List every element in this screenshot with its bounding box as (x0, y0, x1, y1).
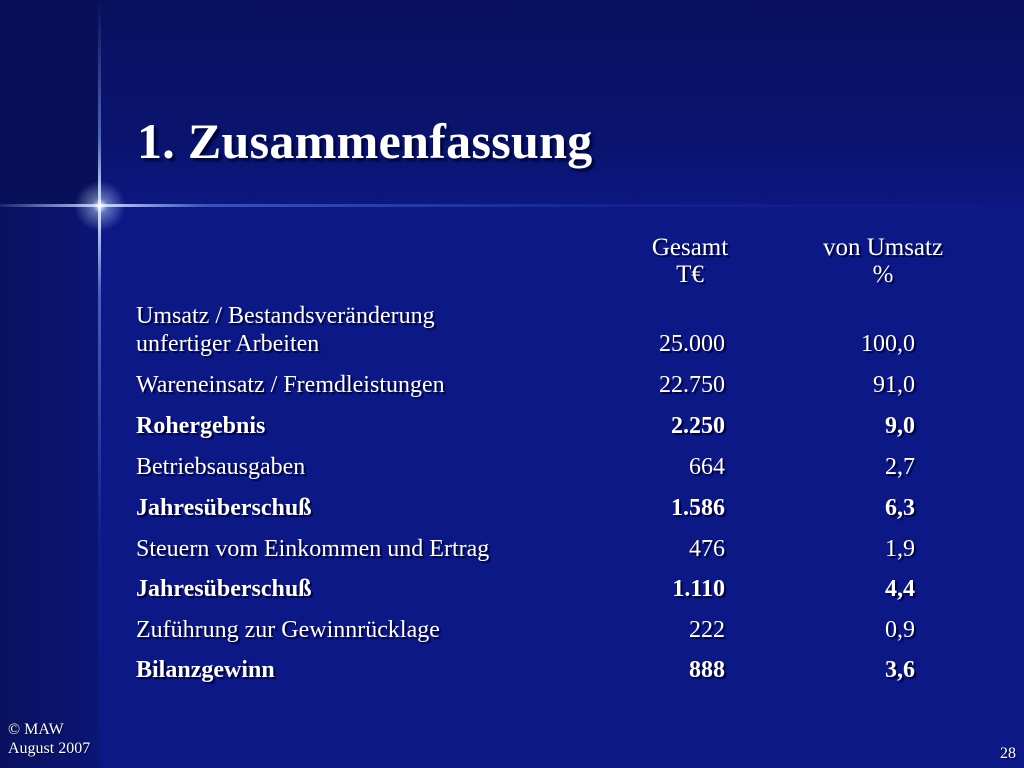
table-row (136, 302, 936, 358)
row-label: Bilanzgewinn (136, 657, 275, 683)
page-number: 28 (1000, 745, 1016, 762)
row-label: Rohergebnis (136, 413, 266, 439)
row-value-prozent: 91,0 (873, 372, 915, 398)
table-row (136, 656, 936, 684)
table-row (136, 453, 936, 481)
row-value-prozent: 4,4 (885, 576, 915, 602)
row-value-gesamt: 476 (689, 536, 725, 562)
row-value-gesamt: 22.750 (659, 372, 725, 398)
column-header-umsatz-line2: % (872, 261, 894, 288)
column-header-umsatz (800, 234, 966, 288)
row-value-gesamt: 1.110 (672, 576, 725, 602)
row-value-prozent: 100,0 (861, 331, 915, 357)
table-row (136, 371, 936, 399)
column-header-gesamt-line1: Gesamt (651, 234, 729, 261)
row-value-prozent: 3,6 (885, 657, 915, 683)
light-flare (70, 176, 130, 236)
column-header-umsatz-line1: von Umsatz (822, 234, 944, 261)
row-value-gesamt: 888 (689, 657, 725, 683)
row-value-gesamt: 222 (689, 617, 725, 643)
row-value-gesamt: 25.000 (659, 331, 725, 357)
row-value-prozent: 2,7 (885, 454, 915, 480)
row-label: Wareneinsatz / Fremdleistungen (136, 372, 445, 398)
table-row (136, 616, 936, 644)
date-text: August 2007 (8, 740, 91, 757)
table-row (136, 575, 936, 603)
vertical-light-line (98, 0, 101, 768)
column-header-gesamt-line2: T€ (676, 261, 704, 288)
row-value-prozent: 9,0 (885, 413, 915, 439)
horizontal-light-line (0, 204, 1024, 207)
row-label: Jahresüberschuß (136, 576, 312, 602)
corner-block (0, 0, 100, 205)
row-value-gesamt: 664 (689, 454, 725, 480)
row-value-prozent: 0,9 (885, 617, 915, 643)
row-value-prozent: 1,9 (885, 536, 915, 562)
title-band (0, 0, 1024, 205)
copyright-text: © MAW (8, 721, 64, 738)
table-row (136, 494, 936, 522)
table-row (136, 412, 936, 440)
row-label: Zuführung zur Gewinnrücklage (136, 617, 440, 643)
footer-copyright (8, 720, 90, 758)
row-value-gesamt: 1.586 (671, 495, 725, 521)
row-value-prozent: 6,3 (885, 495, 915, 521)
row-label (136, 302, 435, 358)
row-label: Betriebsausgaben (136, 454, 306, 480)
row-label: Steuern vom Einkommen und Ertrag (136, 536, 490, 562)
slide-title: 1. Zusammenfassung (137, 113, 593, 169)
row-label: Jahresüberschuß (136, 495, 312, 521)
column-header-gesamt (620, 234, 760, 288)
row-value-gesamt: 2.250 (671, 413, 725, 439)
row-label-line1: Umsatz / Bestandsveränderung (136, 303, 435, 329)
table-row (136, 535, 936, 563)
row-label-line2: unfertiger Arbeiten (136, 331, 320, 357)
